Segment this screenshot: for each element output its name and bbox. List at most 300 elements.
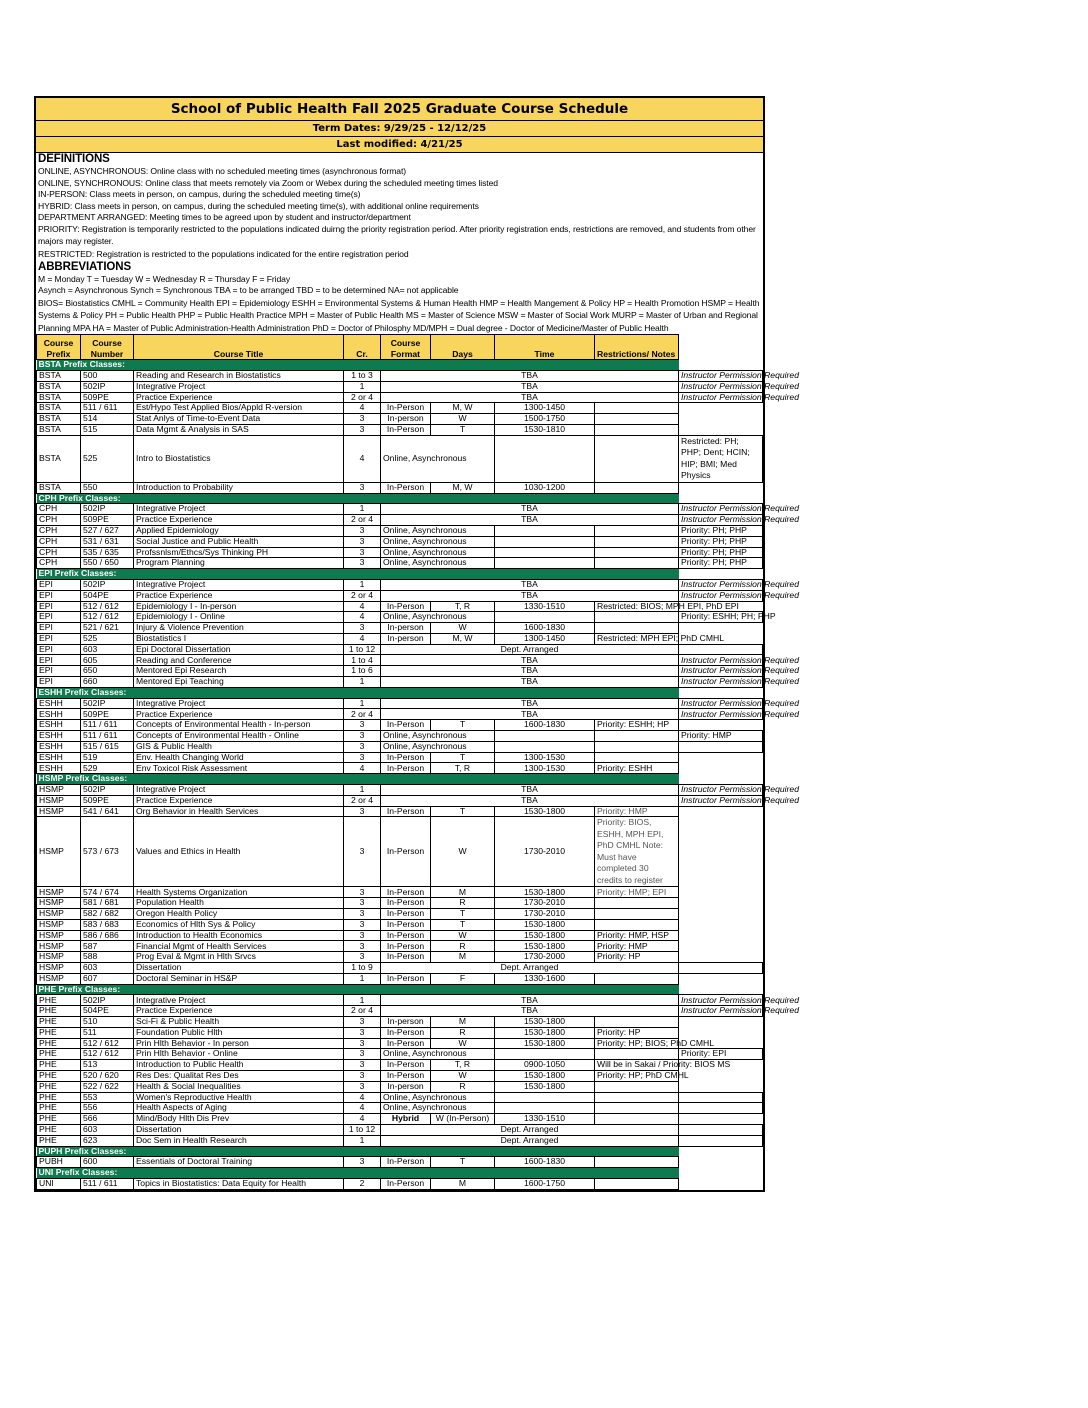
course-days	[495, 435, 595, 482]
table-row	[37, 414, 763, 425]
course-time: 1530-1800	[495, 1038, 595, 1049]
course-number: 510	[81, 1017, 134, 1028]
col-number-header: Course Number	[81, 335, 134, 360]
course-number: 581 / 681	[81, 898, 134, 909]
course-prefix: CPH	[37, 558, 81, 569]
course-schedule-span: TBA	[381, 709, 679, 720]
table-row	[37, 392, 763, 403]
course-time	[595, 536, 679, 547]
course-notes	[595, 482, 679, 493]
course-days	[495, 1049, 595, 1060]
course-prefix: ESHH	[37, 709, 81, 720]
abbreviations-heading: ABBREVIATIONS	[38, 260, 132, 273]
course-notes	[595, 403, 679, 414]
table-row	[37, 741, 763, 752]
course-title: Reading and Research in Biostatistics	[134, 370, 344, 381]
course-schedule-span: TBA	[381, 515, 679, 526]
course-format: Online, Asynchronous	[381, 741, 495, 752]
course-schedule-span: TBA	[381, 666, 679, 677]
course-days: M, W	[431, 403, 495, 414]
course-prefix: EPI	[37, 623, 81, 634]
course-time: 1600-1830	[495, 623, 595, 634]
course-format: In-Person	[381, 909, 431, 920]
course-time: 1530-1810	[495, 424, 595, 435]
course-notes	[679, 644, 763, 655]
course-credits: 1	[344, 785, 381, 796]
course-format: In-person	[381, 623, 431, 634]
course-time	[595, 558, 679, 569]
course-title: GIS & Public Health	[134, 741, 344, 752]
table-row	[37, 1124, 763, 1135]
course-time: 1530-1800	[495, 1070, 595, 1081]
course-days: M	[431, 887, 495, 898]
course-title: Concepts of Environmental Health - In-person	[134, 720, 344, 731]
section-header-row	[37, 774, 763, 785]
course-notes	[595, 752, 679, 763]
course-credits: 2 or 4	[344, 515, 381, 526]
table-row	[37, 666, 763, 677]
course-title: Dissertation	[134, 1124, 344, 1135]
course-schedule-span: TBA	[381, 698, 679, 709]
course-time: 1730-2010	[495, 909, 595, 920]
course-number: 512 / 612	[81, 1038, 134, 1049]
course-credits: 4	[344, 601, 381, 612]
course-credits: 3	[344, 1017, 381, 1028]
course-number: 502IP	[81, 698, 134, 709]
course-notes: Priority: HMP	[595, 806, 679, 817]
table-row	[37, 623, 763, 634]
table-row	[37, 909, 763, 920]
course-notes	[595, 973, 679, 984]
course-time: 0900-1050	[495, 1060, 595, 1071]
course-notes: Instructor Permission Required	[679, 515, 763, 526]
section-label: HSMP Prefix Classes:	[37, 774, 679, 785]
course-time	[595, 525, 679, 536]
table-row	[37, 709, 763, 720]
course-title: Injury & Violence Prevention	[134, 623, 344, 634]
table-row	[37, 806, 763, 817]
course-credits: 3	[344, 1157, 381, 1168]
course-time	[595, 1049, 679, 1060]
col-format-header: Course Format	[381, 335, 431, 360]
course-title: Org Behavior in Health Services	[134, 806, 344, 817]
course-notes: Instructor Permission Required	[679, 579, 763, 590]
course-notes: Instructor Permission Required	[679, 1006, 763, 1017]
course-notes: Priority: HP	[595, 952, 679, 963]
table-row	[37, 525, 763, 536]
section-header-row	[37, 1146, 763, 1157]
course-schedule-span: TBA	[381, 677, 679, 688]
course-number: 509PE	[81, 709, 134, 720]
course-prefix: PHE	[37, 1135, 81, 1146]
course-credits: 1 to 6	[344, 666, 381, 677]
course-days: W	[431, 623, 495, 634]
course-format: In-Person	[381, 973, 431, 984]
course-days: T, R	[431, 601, 495, 612]
course-notes: Instructor Permission Required	[679, 698, 763, 709]
table-row	[37, 698, 763, 709]
course-days	[495, 612, 595, 623]
course-notes: Priority: HMP	[595, 941, 679, 952]
course-credits: 3	[344, 558, 381, 569]
course-number: 550	[81, 482, 134, 493]
course-number: 511 / 611	[81, 731, 134, 742]
table-row	[37, 1103, 763, 1114]
section-label: ESHH Prefix Classes:	[37, 687, 679, 698]
course-title: Practice Experience	[134, 709, 344, 720]
course-days: T, R	[431, 763, 495, 774]
course-credits: 3	[344, 952, 381, 963]
course-format: Online, Asynchronous	[381, 547, 495, 558]
table-row	[37, 817, 763, 887]
course-notes	[679, 963, 763, 974]
table-row	[37, 558, 763, 569]
course-days	[495, 741, 595, 752]
table-row	[37, 601, 763, 612]
course-format: In-Person	[381, 752, 431, 763]
schedule-sheet	[34, 96, 799, 1192]
section-label: CPH Prefix Classes:	[37, 493, 679, 504]
course-credits: 3	[344, 941, 381, 952]
course-format: In-Person	[381, 941, 431, 952]
course-time	[595, 1092, 679, 1103]
col-notes-header: Restrictions/ Notes	[595, 335, 679, 360]
section-label: UNI Prefix Classes:	[37, 1168, 679, 1179]
course-format: Online, Asynchronous	[381, 612, 495, 623]
table-row	[37, 1135, 763, 1146]
course-days: M	[431, 952, 495, 963]
course-prefix: HSMP	[37, 887, 81, 898]
course-title: Essentials of Doctoral Training	[134, 1157, 344, 1168]
course-days: W	[431, 930, 495, 941]
course-notes	[679, 1092, 763, 1103]
course-title: Intro to Biostatistics	[134, 435, 344, 482]
course-table	[36, 334, 799, 1190]
course-schedule-span: Dept. Arranged	[381, 644, 679, 655]
course-number: 574 / 674	[81, 887, 134, 898]
course-time	[595, 731, 679, 742]
course-credits: 2 or 4	[344, 795, 381, 806]
course-title: Practice Experience	[134, 590, 344, 601]
section-header-row	[37, 569, 763, 580]
course-number: 509PE	[81, 515, 134, 526]
course-time: 1730-2010	[495, 898, 595, 909]
course-title: Epi Doctoral Dissertation	[134, 644, 344, 655]
course-credits: 2 or 4	[344, 709, 381, 720]
course-days	[495, 558, 595, 569]
course-time: 1530-1800	[495, 919, 595, 930]
course-credits: 3	[344, 1049, 381, 1060]
course-prefix: ESHH	[37, 731, 81, 742]
course-title: Stat Anlys of Time-to-Event Data	[134, 414, 344, 425]
table-row	[37, 1027, 763, 1038]
course-days: R	[431, 1081, 495, 1092]
course-format: In-Person	[381, 1070, 431, 1081]
course-number: 512 / 612	[81, 1049, 134, 1060]
course-schedule-span: TBA	[381, 590, 679, 601]
course-credits: 1	[344, 381, 381, 392]
course-format: In-Person	[381, 1178, 431, 1189]
course-title: Biostatistics I	[134, 633, 344, 644]
course-prefix: HSMP	[37, 898, 81, 909]
course-days: M	[431, 1178, 495, 1189]
table-row	[37, 963, 763, 974]
table-row	[37, 612, 763, 623]
course-number: 582 / 682	[81, 909, 134, 920]
course-number: 502IP	[81, 504, 134, 515]
course-number: 502IP	[81, 579, 134, 590]
table-row	[37, 403, 763, 414]
table-row	[37, 898, 763, 909]
course-days	[495, 525, 595, 536]
definition-line: DEPARTMENT ARRANGED: Meeting times to be agreed upon by student and instructor/department	[38, 212, 411, 223]
course-schedule-span: Dept. Arranged	[381, 1135, 679, 1146]
course-format: Online, Asynchronous	[381, 1092, 495, 1103]
course-notes: Instructor Permission Required	[679, 655, 763, 666]
course-title: Epidemiology I - Online	[134, 612, 344, 623]
course-notes: Priority: PH; PHP	[679, 547, 763, 558]
course-days: T	[431, 720, 495, 731]
course-number: 607	[81, 973, 134, 984]
course-credits: 4	[344, 763, 381, 774]
table-row	[37, 504, 763, 515]
course-notes: Priority: HP; PhD CMHL	[595, 1070, 679, 1081]
course-title: Dissertation	[134, 963, 344, 974]
table-row	[37, 590, 763, 601]
course-format: In-person	[381, 633, 431, 644]
course-notes: Priority: PH; PHP	[679, 525, 763, 536]
course-credits: 1 to 4	[344, 655, 381, 666]
course-time	[595, 612, 679, 623]
course-number: 514	[81, 414, 134, 425]
course-notes: Instructor Permission Required	[679, 381, 763, 392]
course-prefix: EPI	[37, 666, 81, 677]
table-row	[37, 995, 763, 1006]
course-time: 1600-1830	[495, 720, 595, 731]
course-number: 623	[81, 1135, 134, 1146]
course-format: Hybrid	[381, 1114, 431, 1125]
course-title: Population Health	[134, 898, 344, 909]
course-number: 566	[81, 1114, 134, 1125]
course-time: 1300-1530	[495, 763, 595, 774]
course-prefix: EPI	[37, 579, 81, 590]
course-notes: Priority: BIOS, ESHH, MPH EPI, PhD CMHL Note: Must have completed 30 credits to register	[595, 817, 679, 887]
course-number: 553	[81, 1092, 134, 1103]
course-number: 531 / 631	[81, 536, 134, 547]
table-row	[37, 973, 763, 984]
course-notes	[595, 1114, 679, 1125]
table-row	[37, 1178, 763, 1189]
course-prefix: PHE	[37, 1060, 81, 1071]
course-notes	[595, 424, 679, 435]
course-number: 525	[81, 435, 134, 482]
course-title: Oregon Health Policy	[134, 909, 344, 920]
course-title: Integrative Project	[134, 995, 344, 1006]
course-title: Mentored Epi Teaching	[134, 677, 344, 688]
course-format: In-Person	[381, 763, 431, 774]
course-prefix: ESHH	[37, 720, 81, 731]
course-notes: Restricted: MPH EPI; PhD CMHL	[595, 633, 679, 644]
course-prefix: EPI	[37, 655, 81, 666]
course-number: 586 / 686	[81, 930, 134, 941]
course-format: Online, Asynchronous	[381, 558, 495, 569]
course-time: 1530-1800	[495, 806, 595, 817]
course-schedule-span: Dept. Arranged	[381, 1124, 679, 1135]
course-notes	[595, 909, 679, 920]
course-number: 556	[81, 1103, 134, 1114]
course-prefix: BSTA	[37, 370, 81, 381]
course-title: Topics in Biostatistics: Data Equity for Health	[134, 1178, 344, 1189]
course-title: Introduction to Probability	[134, 482, 344, 493]
course-title: Mentored Epi Research	[134, 666, 344, 677]
table-row	[37, 1049, 763, 1060]
course-notes: Priority: HMP	[679, 731, 763, 742]
course-notes: Instructor Permission Required	[679, 370, 763, 381]
course-number: 521 / 621	[81, 623, 134, 634]
course-prefix: EPI	[37, 590, 81, 601]
col-title-header: Course Title	[134, 335, 344, 360]
course-prefix: PHE	[37, 1006, 81, 1017]
course-prefix: BSTA	[37, 403, 81, 414]
abbreviation-line: Asynch = Asynchronous Synch = Synchronous TBA = to be arranged TBD = to be determined NA= not applicable	[38, 285, 459, 296]
table-row	[37, 482, 763, 493]
course-credits: 1	[344, 1135, 381, 1146]
table-row	[37, 752, 763, 763]
course-schedule-span: TBA	[381, 504, 679, 515]
course-title: Health & Social Inequalities	[134, 1081, 344, 1092]
course-notes	[595, 919, 679, 930]
course-title: Doctoral Seminar in HS&P	[134, 973, 344, 984]
course-credits: 1 to 12	[344, 1124, 381, 1135]
course-notes	[679, 1135, 763, 1146]
course-title: Women's Reproductive Health	[134, 1092, 344, 1103]
course-days: F	[431, 973, 495, 984]
course-prefix: EPI	[37, 601, 81, 612]
course-format: In-Person	[381, 887, 431, 898]
course-table-body	[37, 359, 799, 1190]
course-number: 550 / 650	[81, 558, 134, 569]
course-prefix: UNI	[37, 1178, 81, 1189]
course-credits: 3	[344, 752, 381, 763]
course-credits: 3	[344, 1060, 381, 1071]
last-modified: Last modified: 4/21/25	[36, 137, 763, 153]
course-format: In-person	[381, 1081, 431, 1092]
table-row	[37, 1114, 763, 1125]
course-number: 509PE	[81, 392, 134, 403]
course-credits: 1	[344, 973, 381, 984]
table-row	[37, 1060, 763, 1071]
course-title: Values and Ethics in Health	[134, 817, 344, 887]
definitions-block	[36, 153, 763, 334]
table-row	[37, 887, 763, 898]
course-prefix: PHE	[37, 1124, 81, 1135]
course-format: In-Person	[381, 601, 431, 612]
course-notes	[595, 623, 679, 634]
course-notes: Priority: HMP, HSP	[595, 930, 679, 941]
table-row	[37, 677, 763, 688]
course-notes	[595, 1017, 679, 1028]
course-prefix: CPH	[37, 547, 81, 558]
table-row	[37, 547, 763, 558]
course-schedule-span: TBA	[381, 579, 679, 590]
course-schedule-span: TBA	[381, 381, 679, 392]
course-title: Reading and Conference	[134, 655, 344, 666]
course-days: T	[431, 752, 495, 763]
course-title: Mind/Body Hlth Dis Prev	[134, 1114, 344, 1125]
table-row	[37, 795, 763, 806]
course-title: Doc Sem in Health Research	[134, 1135, 344, 1146]
table-row	[37, 424, 763, 435]
course-days: T, R	[431, 1060, 495, 1071]
course-number: 573 / 673	[81, 817, 134, 887]
course-prefix: ESHH	[37, 752, 81, 763]
course-notes: Priority: ESHH; PH; PHP	[679, 612, 763, 623]
course-time: 1530-1800	[495, 1081, 595, 1092]
course-title: Prin Hlth Behavior - Online	[134, 1049, 344, 1060]
course-number: 520 / 620	[81, 1070, 134, 1081]
course-number: 513	[81, 1060, 134, 1071]
col-credits-header: Cr.	[344, 335, 381, 360]
course-credits: 3	[344, 536, 381, 547]
section-label: BSTA Prefix Classes:	[37, 360, 679, 371]
course-credits: 3	[344, 1027, 381, 1038]
course-number: 583 / 683	[81, 919, 134, 930]
course-title: Env. Health Changing World	[134, 752, 344, 763]
course-number: 511 / 611	[81, 403, 134, 414]
course-title: Profssnlsm/Ethcs/Sys Thinking PH	[134, 547, 344, 558]
term-dates: Term Dates: 9/29/25 - 12/12/25	[36, 121, 763, 137]
course-prefix: PUBH	[37, 1157, 81, 1168]
definitions-heading: DEFINITIONS	[38, 153, 110, 165]
course-prefix: PHE	[37, 1070, 81, 1081]
course-credits: 3	[344, 1070, 381, 1081]
course-number: 600	[81, 1157, 134, 1168]
course-notes: Instructor Permission Required	[679, 795, 763, 806]
course-days: R	[431, 1027, 495, 1038]
course-number: 650	[81, 666, 134, 677]
table-row	[37, 381, 763, 392]
course-format: In-Person	[381, 1157, 431, 1168]
course-format: Online, Asynchronous	[381, 1103, 495, 1114]
course-schedule-span: TBA	[381, 655, 679, 666]
course-credits: 3	[344, 525, 381, 536]
course-format: In-Person	[381, 720, 431, 731]
section-label: PHE Prefix Classes:	[37, 984, 679, 995]
course-format: In-Person	[381, 898, 431, 909]
table-row	[37, 1092, 763, 1103]
course-prefix: HSMP	[37, 963, 81, 974]
course-notes: Instructor Permission Required	[679, 392, 763, 403]
course-title: Practice Experience	[134, 392, 344, 403]
course-notes: Priority: PH; PHP	[679, 558, 763, 569]
course-time	[595, 741, 679, 752]
course-number: 605	[81, 655, 134, 666]
course-credits: 4	[344, 1103, 381, 1114]
course-prefix: BSTA	[37, 435, 81, 482]
course-prefix: PHE	[37, 1017, 81, 1028]
course-title: Practice Experience	[134, 515, 344, 526]
table-row	[37, 633, 763, 644]
course-time: 1730-2000	[495, 952, 595, 963]
course-prefix: EPI	[37, 644, 81, 655]
course-days: R	[431, 941, 495, 952]
course-time: 1330-1600	[495, 973, 595, 984]
definition-line: PRIORITY: Registration is temporarily restricted to the populations indicated duirng the priority registration period. After priority registration ends, restrictions are removed, and students from other majors may register.	[38, 223, 756, 246]
course-number: 587	[81, 941, 134, 952]
course-days: W	[431, 1070, 495, 1081]
course-time: 1530-1800	[495, 887, 595, 898]
col-days-header: Days	[431, 335, 495, 360]
